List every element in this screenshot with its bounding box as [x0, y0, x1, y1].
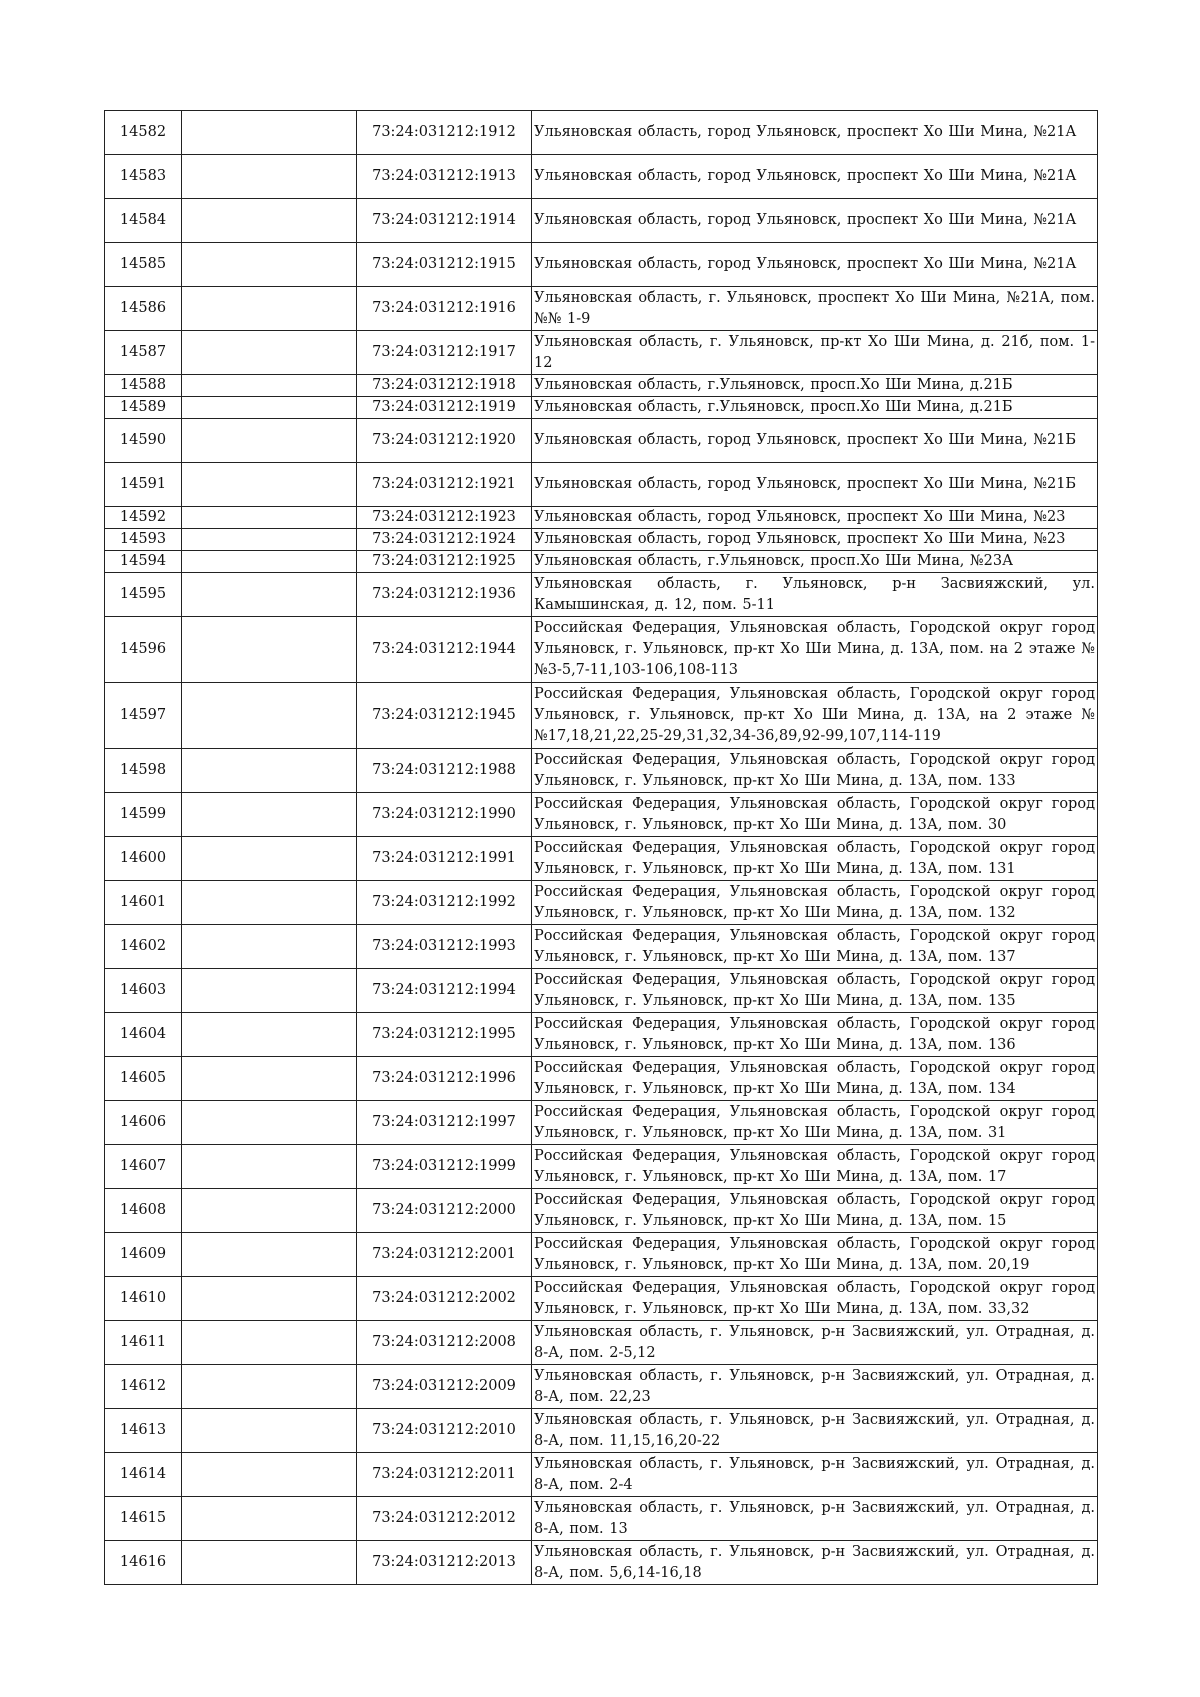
owner-cell — [182, 331, 357, 375]
owner-cell — [182, 793, 357, 837]
address-cell: Российская Федерация, Ульяновская область, Городской округ город Ульяновск, г. Ульяновск, пр-кт Хо Ши Мина, д. 13А, пом. 135 — [532, 969, 1098, 1013]
owner-cell — [182, 155, 357, 199]
cadastral-number: 73:24:031212:1995 — [357, 1013, 532, 1057]
address-cell: Российская Федерация, Ульяновская область, Городской округ город Ульяновск, г. Ульяновск, пр-кт Хо Ши Мина, д. 13А, пом. 136 — [532, 1013, 1098, 1057]
address-cell: Ульяновская область, г.Ульяновск, просп.Хо Ши Мина, д.21Б — [532, 397, 1098, 419]
address-cell: Российская Федерация, Ульяновская область, Городской округ город Ульяновск, г. Ульяновск, пр-кт Хо Ши Мина, д. 13А, пом. 33,32 — [532, 1277, 1098, 1321]
row-number: 14586 — [105, 287, 182, 331]
cadastral-number: 73:24:031212:1991 — [357, 837, 532, 881]
address-cell: Российская Федерация, Ульяновская область, Городской округ город Ульяновск, г. Ульяновск, пр-кт Хо Ши Мина, д. 13А, пом. 31 — [532, 1101, 1098, 1145]
table-row — [105, 1365, 1098, 1409]
address-cell: Российская Федерация, Ульяновская область, Городской округ город Ульяновск, г. Ульяновск, пр-кт Хо Ши Мина, д. 13А, пом. 133 — [532, 749, 1098, 793]
owner-cell — [182, 1497, 357, 1541]
cadastral-number: 73:24:031212:2010 — [357, 1409, 532, 1453]
table-row — [105, 1321, 1098, 1365]
row-number: 14605 — [105, 1057, 182, 1101]
address-cell: Ульяновская область, г. Ульяновск, р-н Засвияжский, ул. Отрадная, д. 8-А, пом. 2-4 — [532, 1453, 1098, 1497]
cadastral-number: 73:24:031212:2013 — [357, 1541, 532, 1585]
owner-cell — [182, 969, 357, 1013]
cadastral-number: 73:24:031212:1992 — [357, 881, 532, 925]
owner-cell — [182, 507, 357, 529]
table-row — [105, 331, 1098, 375]
cadastral-number: 73:24:031212:1924 — [357, 529, 532, 551]
table-row — [105, 749, 1098, 793]
row-number: 14615 — [105, 1497, 182, 1541]
cadastral-number: 73:24:031212:1920 — [357, 419, 532, 463]
address-cell: Ульяновская область, г.Ульяновск, просп.Хо Ши Мина, д.21Б — [532, 375, 1098, 397]
address-cell: Российская Федерация, Ульяновская область, Городской округ город Ульяновск, г. Ульяновск, пр-кт Хо Ши Мина, д. 13А, пом. 137 — [532, 925, 1098, 969]
row-number: 14607 — [105, 1145, 182, 1189]
table-row — [105, 1189, 1098, 1233]
address-cell: Ульяновская область, г. Ульяновск, р-н Засвияжский, ул. Отрадная, д. 8-А, пом. 2-5,12 — [532, 1321, 1098, 1365]
cadastral-number: 73:24:031212:1999 — [357, 1145, 532, 1189]
table-row — [105, 463, 1098, 507]
row-number: 14592 — [105, 507, 182, 529]
owner-cell — [182, 573, 357, 617]
owner-cell — [182, 1013, 357, 1057]
row-number: 14601 — [105, 881, 182, 925]
row-number: 14616 — [105, 1541, 182, 1585]
registry-body — [105, 111, 1098, 1585]
address-cell: Ульяновская область, город Ульяновск, проспект Хо Ши Мина, №21А — [532, 199, 1098, 243]
table-row — [105, 419, 1098, 463]
cadastral-number: 73:24:031212:1921 — [357, 463, 532, 507]
table-row — [105, 1453, 1098, 1497]
cadastral-number: 73:24:031212:2012 — [357, 1497, 532, 1541]
address-cell: Ульяновская область, город Ульяновск, проспект Хо Ши Мина, №21А — [532, 111, 1098, 155]
table-row — [105, 1101, 1098, 1145]
address-cell: Российская Федерация, Ульяновская область, Городской округ город Ульяновск, г. Ульяновск, пр-кт Хо Ши Мина, д. 13А, пом. 131 — [532, 837, 1098, 881]
owner-cell — [182, 1321, 357, 1365]
row-number: 14583 — [105, 155, 182, 199]
address-cell: Российская Федерация, Ульяновская область, Городской округ город Ульяновск, г. Ульяновск, пр-кт Хо Ши Мина, д. 13А, пом. на 2 этаже №№3-5,7-11,103-106,108-113 — [532, 617, 1098, 683]
cadastral-number: 73:24:031212:2011 — [357, 1453, 532, 1497]
row-number: 14610 — [105, 1277, 182, 1321]
table-row — [105, 375, 1098, 397]
cadastral-number: 73:24:031212:1993 — [357, 925, 532, 969]
cadastral-number: 73:24:031212:1944 — [357, 617, 532, 683]
table-row — [105, 573, 1098, 617]
owner-cell — [182, 1277, 357, 1321]
row-number: 14608 — [105, 1189, 182, 1233]
cadastral-number: 73:24:031212:1918 — [357, 375, 532, 397]
row-number: 14600 — [105, 837, 182, 881]
cadastral-number: 73:24:031212:1916 — [357, 287, 532, 331]
cadastral-number: 73:24:031212:2001 — [357, 1233, 532, 1277]
row-number: 14597 — [105, 683, 182, 749]
owner-cell — [182, 1057, 357, 1101]
row-number: 14611 — [105, 1321, 182, 1365]
table-row — [105, 793, 1098, 837]
owner-cell — [182, 1541, 357, 1585]
property-registry-table — [104, 110, 1098, 1585]
table-row — [105, 551, 1098, 573]
owner-cell — [182, 617, 357, 683]
table-row — [105, 1233, 1098, 1277]
cadastral-number: 73:24:031212:1936 — [357, 573, 532, 617]
owner-cell — [182, 837, 357, 881]
address-cell: Российская Федерация, Ульяновская область, Городской округ город Ульяновск, г. Ульяновск, пр-кт Хо Ши Мина, д. 13А, пом. 134 — [532, 1057, 1098, 1101]
table-row — [105, 1497, 1098, 1541]
row-number: 14594 — [105, 551, 182, 573]
cadastral-number: 73:24:031212:1915 — [357, 243, 532, 287]
cadastral-number: 73:24:031212:1919 — [357, 397, 532, 419]
row-number: 14604 — [105, 1013, 182, 1057]
table-row — [105, 1057, 1098, 1101]
address-cell: Ульяновская область, г. Ульяновск, р-н Засвияжский, ул. Отрадная, д. 8-А, пом. 5,6,14-16,18 — [532, 1541, 1098, 1585]
cadastral-number: 73:24:031212:1994 — [357, 969, 532, 1013]
table-row — [105, 1277, 1098, 1321]
table-row — [105, 507, 1098, 529]
row-number: 14588 — [105, 375, 182, 397]
row-number: 14596 — [105, 617, 182, 683]
owner-cell — [182, 419, 357, 463]
owner-cell — [182, 1365, 357, 1409]
cadastral-number: 73:24:031212:2008 — [357, 1321, 532, 1365]
address-cell: Ульяновская область, город Ульяновск, проспект Хо Ши Мина, №23 — [532, 507, 1098, 529]
owner-cell — [182, 397, 357, 419]
cadastral-number: 73:24:031212:1997 — [357, 1101, 532, 1145]
cadastral-number: 73:24:031212:1913 — [357, 155, 532, 199]
owner-cell — [182, 1409, 357, 1453]
cadastral-number: 73:24:031212:1945 — [357, 683, 532, 749]
cadastral-number: 73:24:031212:1925 — [357, 551, 532, 573]
owner-cell — [182, 529, 357, 551]
owner-cell — [182, 111, 357, 155]
address-cell: Ульяновская область, г. Ульяновск, р-н Засвияжский, ул. Камышинская, д. 12, пом. 5-11 — [532, 573, 1098, 617]
row-number: 14584 — [105, 199, 182, 243]
row-number: 14591 — [105, 463, 182, 507]
row-number: 14599 — [105, 793, 182, 837]
address-cell: Ульяновская область, г. Ульяновск, пр-кт Хо Ши Мина, д. 21б, пом. 1-12 — [532, 331, 1098, 375]
row-number: 14602 — [105, 925, 182, 969]
address-cell: Российская Федерация, Ульяновская область, Городской округ город Ульяновск, г. Ульяновск, пр-кт Хо Ши Мина, д. 13А, пом. 20,19 — [532, 1233, 1098, 1277]
table-row — [105, 155, 1098, 199]
cadastral-number: 73:24:031212:2009 — [357, 1365, 532, 1409]
table-row — [105, 837, 1098, 881]
cadastral-number: 73:24:031212:1990 — [357, 793, 532, 837]
owner-cell — [182, 287, 357, 331]
owner-cell — [182, 1145, 357, 1189]
address-cell: Ульяновская область, г.Ульяновск, просп.Хо Ши Мина, №23А — [532, 551, 1098, 573]
owner-cell — [182, 243, 357, 287]
row-number: 14612 — [105, 1365, 182, 1409]
owner-cell — [182, 1233, 357, 1277]
address-cell: Российская Федерация, Ульяновская область, Городской округ город Ульяновск, г. Ульяновск, пр-кт Хо Ши Мина, д. 13А, пом. 132 — [532, 881, 1098, 925]
owner-cell — [182, 1189, 357, 1233]
table-row — [105, 199, 1098, 243]
address-cell: Ульяновская область, город Ульяновск, проспект Хо Ши Мина, №21А — [532, 243, 1098, 287]
address-cell: Российская Федерация, Ульяновская область, Городской округ город Ульяновск, г. Ульяновск, пр-кт Хо Ши Мина, д. 13А, пом. 17 — [532, 1145, 1098, 1189]
row-number: 14582 — [105, 111, 182, 155]
table-row — [105, 881, 1098, 925]
table-row — [105, 683, 1098, 749]
table-row — [105, 925, 1098, 969]
owner-cell — [182, 551, 357, 573]
row-number: 14609 — [105, 1233, 182, 1277]
address-cell: Ульяновская область, г. Ульяновск, р-н Засвияжский, ул. Отрадная, д. 8-А, пом. 11,15,16,20-22 — [532, 1409, 1098, 1453]
owner-cell — [182, 683, 357, 749]
table-row — [105, 617, 1098, 683]
address-cell: Ульяновская область, г. Ульяновск, р-н Засвияжский, ул. Отрадная, д. 8-А, пом. 22,23 — [532, 1365, 1098, 1409]
cadastral-number: 73:24:031212:1923 — [357, 507, 532, 529]
owner-cell — [182, 881, 357, 925]
cadastral-number: 73:24:031212:2002 — [357, 1277, 532, 1321]
owner-cell — [182, 925, 357, 969]
address-cell: Российская Федерация, Ульяновская область, Городской округ город Ульяновск, г. Ульяновск, пр-кт Хо Ши Мина, д. 13А, пом. 15 — [532, 1189, 1098, 1233]
cadastral-number: 73:24:031212:1912 — [357, 111, 532, 155]
table-row — [105, 529, 1098, 551]
owner-cell — [182, 1101, 357, 1145]
table-row — [105, 397, 1098, 419]
table-row — [105, 1145, 1098, 1189]
row-number: 14598 — [105, 749, 182, 793]
row-number: 14587 — [105, 331, 182, 375]
cadastral-number: 73:24:031212:1996 — [357, 1057, 532, 1101]
row-number: 14590 — [105, 419, 182, 463]
address-cell: Ульяновская область, город Ульяновск, проспект Хо Ши Мина, №21А — [532, 155, 1098, 199]
row-number: 14614 — [105, 1453, 182, 1497]
cadastral-number: 73:24:031212:1988 — [357, 749, 532, 793]
address-cell: Ульяновская область, город Ульяновск, проспект Хо Ши Мина, №23 — [532, 529, 1098, 551]
address-cell: Российская Федерация, Ульяновская область, Городской округ город Ульяновск, г. Ульяновск, пр-кт Хо Ши Мина, д. 13А, пом. 30 — [532, 793, 1098, 837]
row-number: 14595 — [105, 573, 182, 617]
row-number: 14589 — [105, 397, 182, 419]
row-number: 14613 — [105, 1409, 182, 1453]
address-cell: Ульяновская область, город Ульяновск, проспект Хо Ши Мина, №21Б — [532, 419, 1098, 463]
row-number: 14603 — [105, 969, 182, 1013]
cadastral-number: 73:24:031212:1917 — [357, 331, 532, 375]
owner-cell — [182, 199, 357, 243]
table-row — [105, 287, 1098, 331]
table-row — [105, 1541, 1098, 1585]
owner-cell — [182, 375, 357, 397]
cadastral-number: 73:24:031212:1914 — [357, 199, 532, 243]
table-row — [105, 969, 1098, 1013]
table-row — [105, 111, 1098, 155]
owner-cell — [182, 463, 357, 507]
table-row — [105, 1409, 1098, 1453]
table-row — [105, 243, 1098, 287]
address-cell: Ульяновская область, город Ульяновск, проспект Хо Ши Мина, №21Б — [532, 463, 1098, 507]
row-number: 14593 — [105, 529, 182, 551]
table-row — [105, 1013, 1098, 1057]
address-cell: Ульяновская область, г. Ульяновск, р-н Засвияжский, ул. Отрадная, д. 8-А, пом. 13 — [532, 1497, 1098, 1541]
address-cell: Российская Федерация, Ульяновская область, Городской округ город Ульяновск, г. Ульяновск, пр-кт Хо Ши Мина, д. 13А, на 2 этаже №№17,18,21,22,25-29,31,32,34-36,89,92-99,107,114-119 — [532, 683, 1098, 749]
row-number: 14606 — [105, 1101, 182, 1145]
cadastral-number: 73:24:031212:2000 — [357, 1189, 532, 1233]
address-cell: Ульяновская область, г. Ульяновск, проспект Хо Ши Мина, №21А, пом. №№ 1-9 — [532, 287, 1098, 331]
row-number: 14585 — [105, 243, 182, 287]
owner-cell — [182, 1453, 357, 1497]
owner-cell — [182, 749, 357, 793]
